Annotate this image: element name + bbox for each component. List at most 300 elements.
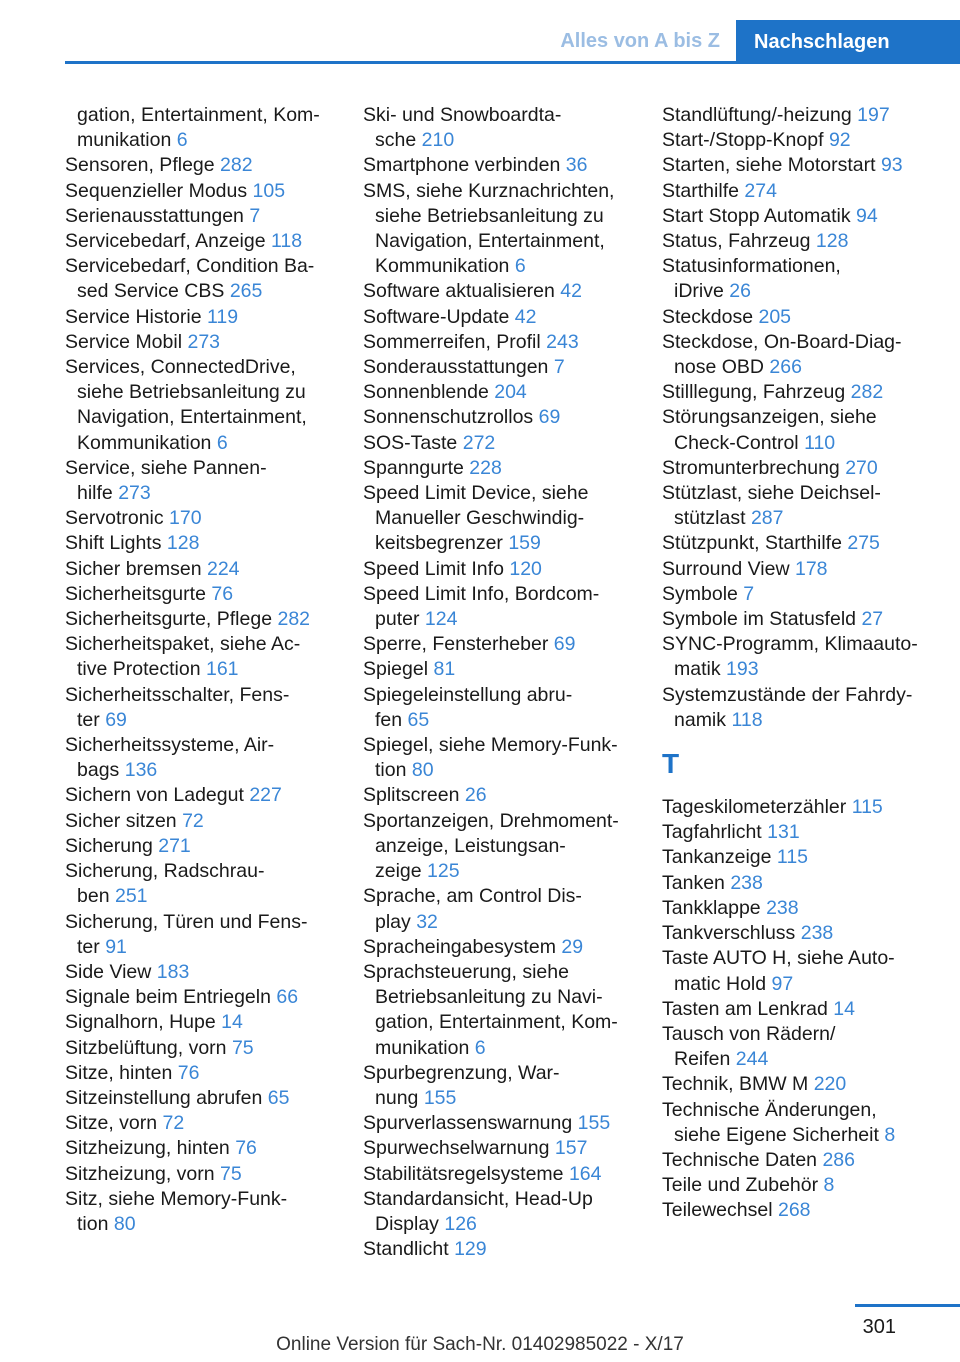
page-reference-link[interactable]: 161 <box>205 658 239 681</box>
index-entry <box>662 1072 958 1097</box>
index-entry-continuation <box>662 355 958 380</box>
index-term: Steckdose, On-Board-Diag- <box>662 330 902 353</box>
page-reference-link[interactable]: 118 <box>731 708 763 731</box>
index-term: Check-Control <box>674 431 799 454</box>
index-entry <box>65 859 357 884</box>
index-entry-continuation <box>363 128 655 153</box>
index-term: Start-/Stopp-Knopf <box>662 129 824 152</box>
index-entry <box>65 1086 357 1111</box>
page-reference-link[interactable]: 282 <box>277 608 311 631</box>
index-term: Sicherung <box>65 834 153 857</box>
page-reference-link[interactable]: 115 <box>851 796 883 819</box>
page-reference-link[interactable]: 131 <box>767 821 800 844</box>
page-reference-link[interactable]: 36 <box>565 154 588 177</box>
index-term: Navigation, Entertainment, <box>375 230 605 253</box>
index-entry-continuation <box>662 1047 958 1072</box>
index-entry <box>363 557 655 582</box>
page-reference-link[interactable]: 94 <box>856 204 878 227</box>
page-reference-link[interactable]: 120 <box>509 557 542 580</box>
index-term: Start Stopp Automatik <box>662 204 851 227</box>
index-entry <box>662 896 958 921</box>
page-reference-link[interactable]: 244 <box>735 1048 769 1071</box>
index-term: Speed Limit Device, siehe <box>363 482 589 505</box>
page-reference-link[interactable]: 66 <box>276 986 299 1009</box>
chapter-tab: Nachschlagen <box>736 20 960 64</box>
index-term: Service, siehe Pannen- <box>65 456 267 479</box>
page-reference-link[interactable]: 92 <box>828 129 851 152</box>
page-reference-link[interactable]: 14 <box>221 1011 243 1034</box>
index-entry <box>363 1111 655 1136</box>
index-entry <box>65 1036 357 1061</box>
page-reference-link[interactable]: 266 <box>769 356 802 379</box>
index-term: namik <box>674 708 727 731</box>
index-term: Sichern von Ladegut <box>65 784 244 807</box>
index-term: Sicherheitssysteme, Air- <box>65 734 275 757</box>
index-term: Sensoren, Pflege <box>65 154 215 177</box>
index-term: Sitzheizung, hinten <box>65 1137 230 1160</box>
page-reference-link[interactable]: 126 <box>444 1212 477 1235</box>
index-term: Sicherheitsgurte, Pflege <box>65 608 273 631</box>
index-column-2 <box>363 103 655 1262</box>
index-term: Tasten am Lenkrad <box>662 997 828 1020</box>
index-entry <box>363 431 655 456</box>
page-reference-link[interactable]: 265 <box>229 280 263 303</box>
index-entry-continuation <box>662 972 958 997</box>
page-reference-link[interactable]: 8 <box>884 1123 896 1146</box>
page-reference-link[interactable]: 105 <box>252 179 286 202</box>
page-reference-link[interactable]: 69 <box>105 708 127 731</box>
page-reference-link[interactable]: 183 <box>156 960 190 983</box>
index-entry <box>363 1061 655 1086</box>
page-reference-link[interactable]: 27 <box>861 608 884 631</box>
index-term: Sitzheizung, vorn <box>65 1162 215 1185</box>
index-entry <box>65 330 357 355</box>
index-term: Servotronic <box>65 507 164 530</box>
page-reference-link[interactable]: 238 <box>766 896 799 919</box>
page-reference-link[interactable]: 170 <box>169 507 202 530</box>
footer-text: Online Version für Sach-Nr. 01402985022 - X/17 <box>276 1334 684 1355</box>
index-entry <box>363 1136 655 1161</box>
index-entry <box>662 128 958 153</box>
index-term: Sicherheitsgurte <box>65 582 206 605</box>
page-reference-link[interactable]: 197 <box>857 104 890 126</box>
page-reference-link[interactable]: 271 <box>158 834 191 857</box>
page-reference-link[interactable]: 159 <box>508 532 541 555</box>
index-entry-continuation <box>363 607 655 632</box>
index-term: munikation <box>77 129 172 152</box>
index-term: gation, Entertainment, Kom- <box>77 104 320 126</box>
index-term: puter <box>375 608 420 631</box>
index-term: Tankverschluss <box>662 922 796 945</box>
index-entry <box>65 531 357 556</box>
index-entry <box>363 179 655 204</box>
index-term: Software aktualisieren <box>363 280 555 303</box>
page-reference-link[interactable]: 157 <box>554 1137 588 1160</box>
index-term: Sonderausstattungen <box>363 356 549 379</box>
index-term: Spurverlassenswarnung <box>363 1112 573 1135</box>
index-entry-continuation <box>65 657 357 682</box>
index-entry <box>363 935 655 960</box>
index-entry-continuation <box>65 279 357 304</box>
page-reference-link[interactable]: 29 <box>561 935 584 958</box>
page-reference-link[interactable]: 42 <box>560 280 582 303</box>
index-entry <box>662 683 958 708</box>
index-term: Stilllegung, Fahrzeug <box>662 381 846 404</box>
page-reference-link[interactable]: 124 <box>424 608 458 631</box>
index-term: Tageskilometerzähler <box>662 796 847 819</box>
page-reference-link[interactable]: 251 <box>114 885 148 908</box>
index-entry-continuation <box>662 657 958 682</box>
index-entry <box>363 1187 655 1212</box>
index-entry <box>662 179 958 204</box>
index-term: Systemzustände der Fahrdy- <box>662 683 913 706</box>
index-term: Stützlast, siehe Deichsel- <box>662 482 881 505</box>
index-term: nose OBD <box>674 356 764 379</box>
page-reference-link[interactable]: 26 <box>464 784 487 807</box>
index-entry <box>662 1022 958 1047</box>
index-term: Sitze, vorn <box>65 1112 158 1135</box>
index-term: Sonnenblende <box>363 381 489 404</box>
index-term: munikation <box>375 1036 470 1059</box>
index-term: matik <box>674 658 721 681</box>
index-term: Sitz, siehe Memory-Funk- <box>65 1187 288 1210</box>
index-entry-continuation <box>662 431 958 456</box>
index-term: SMS, siehe Kurznachrichten, <box>363 179 615 202</box>
page-reference-link[interactable]: 6 <box>176 129 188 152</box>
index-term: Sicher bremsen <box>65 557 202 580</box>
page-reference-link[interactable]: 224 <box>206 557 240 580</box>
index-term: iDrive <box>674 280 724 303</box>
index-term: Sommerreifen, Profil <box>363 330 541 353</box>
index-term: Standlicht <box>363 1238 449 1261</box>
page-reference-link[interactable]: 115 <box>776 846 809 869</box>
index-term: Navigation, Entertainment, <box>77 406 307 429</box>
page-reference-link[interactable]: 8 <box>823 1174 835 1197</box>
index-entry <box>662 607 958 632</box>
index-term: tion <box>375 759 407 782</box>
index-entry <box>363 330 655 355</box>
index-entry <box>65 557 357 582</box>
index-entry <box>65 1187 357 1212</box>
index-term: stützlast <box>674 507 746 530</box>
index-term: Ski- und Snowboardta- <box>363 104 562 126</box>
index-entry <box>363 783 655 808</box>
page-reference-link[interactable]: 69 <box>553 633 576 656</box>
page-reference-link[interactable]: 80 <box>113 1212 136 1235</box>
page-reference-link[interactable]: 7 <box>743 582 755 605</box>
index-entry-continuation <box>65 1212 357 1237</box>
index-term: Sitze, hinten <box>65 1061 173 1084</box>
index-term: sed Service CBS <box>77 280 225 303</box>
page-reference-link[interactable]: 32 <box>416 910 438 933</box>
index-term: Signale beim Entriegeln <box>65 986 271 1009</box>
index-entry <box>65 456 357 481</box>
index-entry <box>65 179 357 204</box>
index-term: siehe Betriebsanleitung zu <box>77 381 306 404</box>
index-term: Stromunterbrechung <box>662 456 840 479</box>
index-term: Sonnenschutzrollos <box>363 406 534 429</box>
index-entry <box>65 305 357 330</box>
page-reference-link[interactable]: 287 <box>750 507 784 530</box>
index-entry <box>363 809 655 834</box>
page-reference-link[interactable]: 238 <box>800 922 834 945</box>
index-term: Sperre, Fensterheber <box>363 633 549 656</box>
page-reference-link[interactable]: 14 <box>833 997 855 1020</box>
index-term: matic Hold <box>674 972 767 995</box>
index-entry <box>363 380 655 405</box>
index-entry <box>662 582 958 607</box>
index-entry <box>662 204 958 229</box>
index-entry-continuation <box>363 910 655 935</box>
page-reference-link[interactable]: 69 <box>538 406 561 429</box>
index-entry <box>65 506 357 531</box>
index-entry-continuation <box>363 758 655 783</box>
page-reference-link[interactable]: 118 <box>270 230 303 253</box>
index-entry <box>65 783 357 808</box>
index-term: Serienausstattungen <box>65 204 244 227</box>
letter-heading: T <box>662 748 680 780</box>
index-entry <box>662 820 958 845</box>
page-reference-link[interactable]: 110 <box>804 431 836 454</box>
page-reference-link[interactable]: 272 <box>462 431 496 454</box>
index-term: bags <box>77 759 120 782</box>
page-reference-link[interactable]: 75 <box>220 1162 242 1185</box>
index-term: Spiegel, siehe Memory-Funk- <box>363 734 618 757</box>
page-reference-link[interactable]: 76 <box>177 1061 200 1084</box>
index-term: Manueller Geschwindig- <box>375 507 585 530</box>
page-reference-link[interactable]: 72 <box>162 1112 185 1135</box>
index-term: hilfe <box>77 482 113 505</box>
index-term: Kommunikation <box>77 431 212 454</box>
index-entry <box>65 733 357 758</box>
index-entry <box>363 1237 655 1262</box>
page-reference-link[interactable]: 119 <box>206 305 239 328</box>
index-entry <box>65 355 357 380</box>
index-entry <box>65 683 357 708</box>
page-reference-link[interactable]: 97 <box>771 972 794 995</box>
page-reference-link[interactable]: 81 <box>433 658 456 681</box>
index-entry <box>363 582 655 607</box>
page-reference-link[interactable]: 7 <box>249 204 261 227</box>
index-term: Services, ConnectedDrive, <box>65 356 296 379</box>
page-reference-link[interactable]: 93 <box>880 154 903 177</box>
index-entry <box>662 795 958 820</box>
index-entry <box>662 997 958 1022</box>
index-term: Shift Lights <box>65 532 162 555</box>
index-entry-continuation <box>65 128 357 153</box>
index-entry <box>65 985 357 1010</box>
index-entry-continuation <box>662 708 958 733</box>
index-term: Spracheingabesystem <box>363 935 556 958</box>
index-term: Spiegeleinstellung abru- <box>363 683 573 706</box>
index-term: Speed Limit Info <box>363 557 504 580</box>
page-reference-link[interactable]: 282 <box>220 154 253 177</box>
page-reference-link[interactable]: 80 <box>411 759 434 782</box>
index-entry <box>65 607 357 632</box>
page-reference-link[interactable]: 155 <box>577 1112 611 1135</box>
index-entry <box>363 884 655 909</box>
index-term: Speed Limit Info, Bordcom- <box>363 582 600 605</box>
page-reference-link[interactable]: 26 <box>729 280 751 303</box>
index-term: ter <box>77 708 100 731</box>
page-reference-link[interactable]: 6 <box>514 255 526 278</box>
index-entry-continuation <box>65 758 357 783</box>
index-term: zeige <box>375 860 422 883</box>
index-entry <box>363 657 655 682</box>
index-entry <box>662 845 958 870</box>
index-term: Technische Daten <box>662 1148 818 1171</box>
page-reference-link[interactable]: 164 <box>568 1162 602 1185</box>
header-rule <box>65 61 960 64</box>
index-entry-continuation <box>363 1086 655 1111</box>
index-entry <box>363 305 655 330</box>
page-reference-link[interactable]: 273 <box>118 482 151 505</box>
index-entry-continuation <box>363 859 655 884</box>
page-reference-link[interactable]: 65 <box>267 1086 290 1109</box>
index-entry-continuation <box>363 204 655 229</box>
index-term: Betriebsanleitung zu Navi- <box>375 986 603 1009</box>
page-reference-link[interactable]: 75 <box>231 1036 254 1059</box>
index-term: Tankanzeige <box>662 846 772 869</box>
page-reference-link[interactable]: 7 <box>553 356 565 379</box>
index-entry-continuation <box>363 506 655 531</box>
index-term: Sicherung, Türen und Fens- <box>65 910 308 933</box>
page-reference-link[interactable]: 227 <box>249 784 282 807</box>
page-number: 301 <box>862 1316 896 1338</box>
index-term: Sitzeinstellung abrufen <box>65 1086 263 1109</box>
index-entry-continuation <box>363 531 655 556</box>
index-term: Tausch von Rädern/ <box>662 1022 836 1045</box>
index-term: Standardansicht, Head-Up <box>363 1187 593 1210</box>
index-entry <box>363 960 655 985</box>
index-entry-continuation <box>65 103 357 128</box>
index-term: SYNC-Programm, Klimaauto- <box>662 633 918 656</box>
page-reference-link[interactable]: 76 <box>211 582 234 605</box>
index-entry-continuation <box>363 708 655 733</box>
index-term: Spiegel <box>363 658 429 681</box>
page-reference-link[interactable]: 65 <box>407 708 430 731</box>
index-entry <box>662 456 958 481</box>
index-term: Side View <box>65 960 152 983</box>
index-term: Service Mobil <box>65 330 183 353</box>
index-entry <box>662 153 958 178</box>
index-term: Stabilitätsregelsysteme <box>363 1162 564 1185</box>
page-reference-link[interactable]: 128 <box>166 532 200 555</box>
index-entry-continuation <box>363 834 655 859</box>
page-reference-link[interactable]: 178 <box>794 557 828 580</box>
index-term: Stützpunkt, Starthilfe <box>662 532 842 555</box>
index-column-3 <box>662 103 958 1224</box>
page-reference-link[interactable]: 204 <box>494 381 527 404</box>
index-term: Signalhorn, Hupe <box>65 1011 216 1034</box>
index-term: Statusinformationen, <box>662 255 841 278</box>
index-entry-continuation <box>662 279 958 304</box>
page-reference-link[interactable]: 243 <box>546 330 579 353</box>
page-reference-link[interactable]: 125 <box>427 860 460 883</box>
index-term: Starthilfe <box>662 179 739 202</box>
page-reference-link[interactable]: 275 <box>847 532 880 555</box>
index-entry <box>662 380 958 405</box>
section-title: Alles von A bis Z <box>560 30 720 52</box>
index-entry-continuation <box>363 1212 655 1237</box>
index-term: nung <box>375 1086 419 1109</box>
index-term: Standlüftung/-heizung <box>662 104 852 126</box>
page-reference-link[interactable]: 273 <box>187 330 221 353</box>
index-entry <box>65 153 357 178</box>
index-term: Teile und Zubehör <box>662 1174 819 1197</box>
index-term: keitsbegrenzer <box>375 532 503 555</box>
index-term: Service Historie <box>65 305 202 328</box>
page-reference-link[interactable]: 155 <box>423 1086 457 1109</box>
index-entry-continuation <box>363 985 655 1010</box>
index-term: Symbole <box>662 582 738 605</box>
page-reference-link[interactable]: 268 <box>777 1199 811 1222</box>
page-reference-link[interactable]: 193 <box>726 658 759 681</box>
index-entry-continuation <box>662 506 958 531</box>
page-reference-link[interactable]: 6 <box>216 431 228 454</box>
index-term: tion <box>77 1212 109 1235</box>
page-reference-link[interactable]: 42 <box>514 305 537 328</box>
page-reference-link[interactable]: 220 <box>813 1073 847 1096</box>
index-entry <box>662 557 958 582</box>
index-entry <box>363 279 655 304</box>
index-entry <box>662 921 958 946</box>
page-reference-link[interactable]: 129 <box>454 1238 487 1261</box>
page-reference-link[interactable]: 72 <box>182 809 204 832</box>
page-reference-link[interactable]: 210 <box>421 129 455 152</box>
page-reference-link[interactable]: 76 <box>235 1137 257 1160</box>
page-reference-link[interactable]: 274 <box>744 179 777 202</box>
index-term: Sicherheitsschalter, Fens- <box>65 683 290 706</box>
index-term: Smartphone verbinden <box>363 154 561 177</box>
page-reference-link[interactable]: 91 <box>105 935 127 958</box>
page-reference-link[interactable]: 128 <box>815 230 849 253</box>
index-entry <box>363 355 655 380</box>
page-reference-link[interactable]: 205 <box>758 305 792 328</box>
index-term: Status, Fahrzeug <box>662 230 811 253</box>
index-entry <box>662 330 958 355</box>
page-reference-link[interactable]: 136 <box>124 759 158 782</box>
index-term: Software-Update <box>363 305 510 328</box>
index-term: Starten, siehe Motorstart <box>662 154 876 177</box>
index-entry <box>662 305 958 330</box>
index-term: ter <box>77 935 100 958</box>
index-term: Sprache, am Control Dis- <box>363 885 582 908</box>
index-term: anzeige, Leistungsan- <box>375 834 566 857</box>
index-entry <box>662 229 958 254</box>
index-term: Spurbegrenzung, War- <box>363 1061 560 1084</box>
index-term: tive Protection <box>77 658 201 681</box>
index-term: Sequenzieller Modus <box>65 179 248 202</box>
page-reference-link[interactable]: 270 <box>845 456 878 479</box>
page-reference-link[interactable]: 228 <box>469 456 502 479</box>
index-term: Spanngurte <box>363 456 464 479</box>
index-entry <box>662 254 958 279</box>
index-term: siehe Eigene Sicherheit <box>674 1123 879 1146</box>
index-entry <box>65 254 357 279</box>
index-entry <box>363 1162 655 1187</box>
page-header <box>0 20 960 64</box>
index-entry <box>363 103 655 128</box>
page-reference-link[interactable]: 238 <box>730 871 763 894</box>
index-term: siehe Betriebsanleitung zu <box>375 204 604 227</box>
index-term: Teilewechsel <box>662 1199 773 1222</box>
index-term: sche <box>375 129 417 152</box>
index-term: Splitscreen <box>363 784 460 807</box>
page-reference-link[interactable]: 6 <box>474 1036 486 1059</box>
page-reference-link[interactable]: 282 <box>850 381 884 404</box>
page-reference-link[interactable]: 286 <box>822 1148 855 1171</box>
